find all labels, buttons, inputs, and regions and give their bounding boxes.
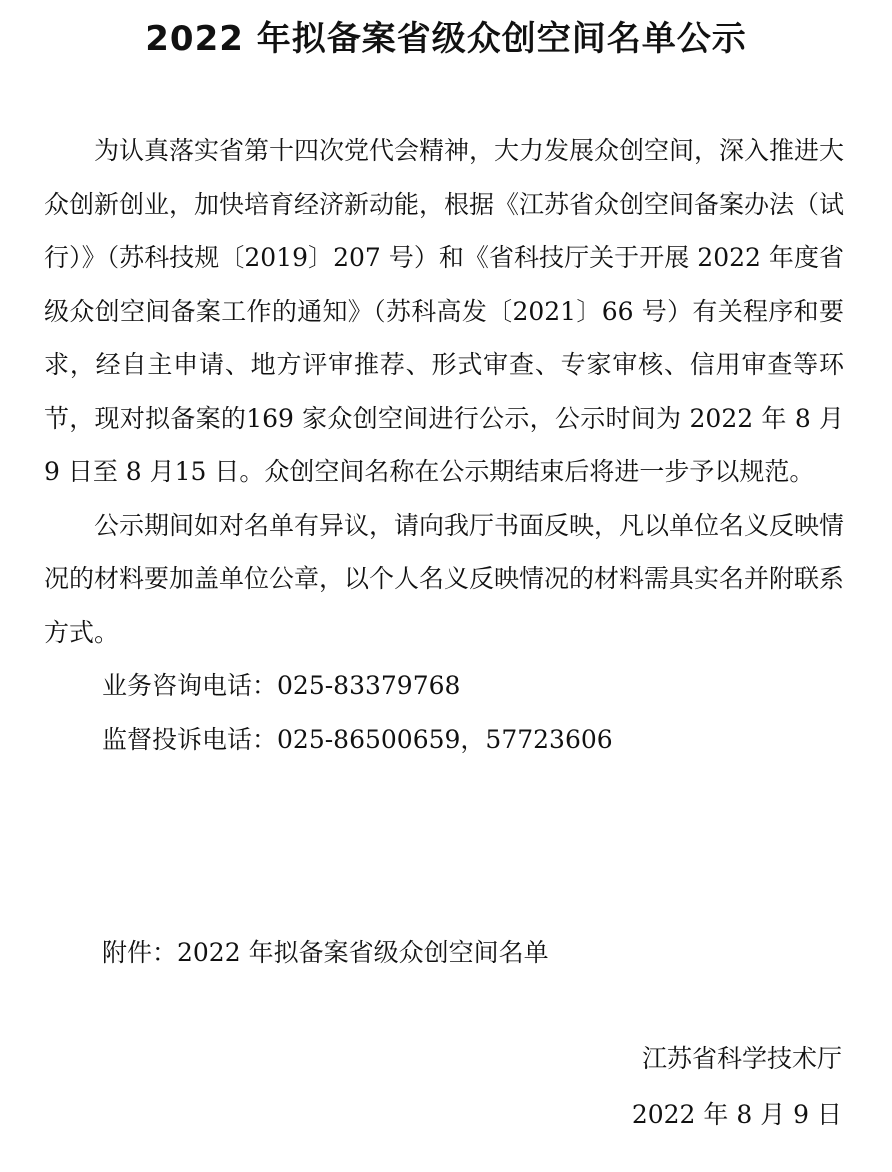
attachment-note: 附件：2022 年拟备案省级众创空间名单 (102, 938, 549, 967)
document-body (44, 124, 844, 766)
paragraph-objection: 公示期间如对名单有异议，请向我厅书面反映，凡以单位名义反映情况的材料要加盖单位公章，以个人名义反映情况的材料需具实名并附联系方式。 (44, 510, 845, 647)
consult-contact (44, 659, 844, 713)
signature-org: 江苏省科学技术厅 (641, 1044, 842, 1073)
signature-date: 2022 年 8 月 9 日 (631, 1100, 842, 1129)
paragraph-intro: 为认真落实省第十四次党代会精神，大力发展众创空间，深入推进大众创新创业，加快培育经济新动能，根据《江苏省众创空间备案办法（试行）》（苏科技规〔2019〕207 号）和《省科技厅关于开展 2022 年度省级众创空间备案工作的通知》（苏科高发〔2021〕66 号）有关程序和要求，经自主申请、地方评审推荐、形式审查、专家审核、信用审查等环节，现对拟备案的169 家众创空间进行公示，公示时间为 2022 年 8 月 9 日至 8 月15 日。众创空间名称在公示期结束后将进一步予以规范。 (44, 136, 845, 486)
consult-phone: 025-83379768 (277, 671, 461, 700)
consult-label: 业务咨询电话： (102, 671, 278, 700)
complaint-label: 监督投诉电话： (102, 724, 278, 754)
complaint-phone: 025-86500659，57723606 (277, 724, 613, 754)
page-title: 2022 年拟备案省级众创空间名单公示 (145, 19, 747, 59)
complaint-contact (44, 713, 844, 767)
